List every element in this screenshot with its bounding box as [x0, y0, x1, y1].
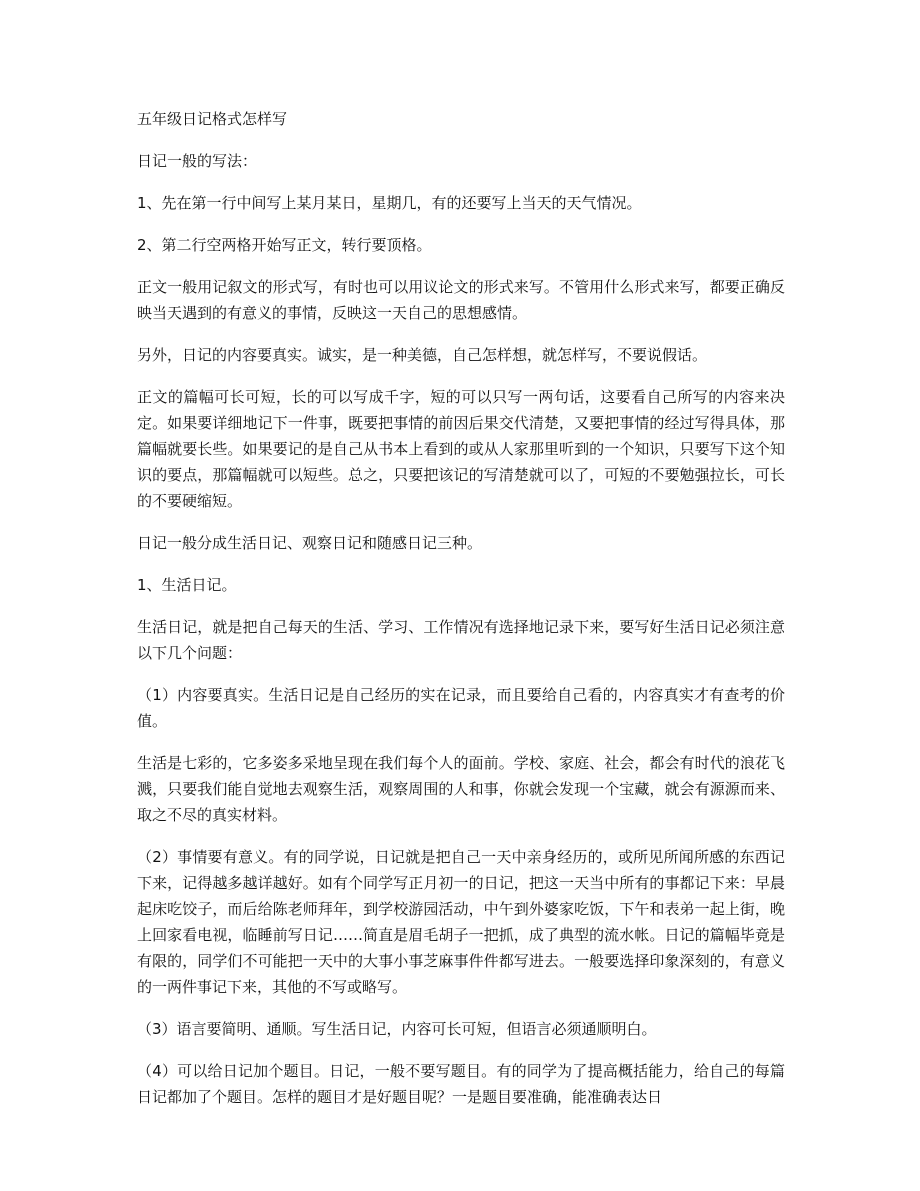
- document-body: [137, 106, 785, 1126]
- document-title: 五年级日记格式怎样写: [137, 110, 288, 128]
- paragraph-body-form: 正文一般用记叙文的形式写，有时也可以用议论文的形式来写。不管用什么形式来写，都要正确反映当天遇到的有意义的事情，反映这一天自己的思想感情。: [137, 278, 785, 322]
- paragraph-point-3-language: （3）语言要简明、通顺。写生活日记，内容可长可短，但语言必须通顺明白。: [137, 1020, 657, 1038]
- paragraph-step-2-indent: 2、第二行空两格开始写正文，转行要顶格。: [137, 236, 432, 254]
- paragraph-diary-types: 日记一般分成生活日记、观察日记和随感日记三种。: [137, 534, 483, 552]
- paragraph-life-diary-intro: 生活日记，就是把自己每天的生活、学习、工作情况有选择地记录下来，要写好生活日记必须注意以下几个问题：: [137, 618, 785, 662]
- paragraph-diary-general-method: 日记一般的写法：: [137, 152, 258, 170]
- paragraph-step-1-date-line: 1、先在第一行中间写上某月某日，星期几，有的还要写上当天的天气情况。: [137, 194, 642, 212]
- paragraph-length: 正文的篇幅可长可短，长的可以写成千字，短的可以只写一两句话，这要看自己所写的内容来决定。如果要详细地记下一件事，既要把事情的前因后果交代清楚，又要把事情的经过写得具体，那篇幅就要长些。如果要记的是自己从书本上看到的或从人家那里听到的一个知识，只要写下这个知识的要点，那篇幅就可以短些。总之，只要把该记的写清楚就可以了，可短的不要勉强拉长，可长的不要硬缩短。: [137, 388, 785, 510]
- paragraph-point-2-meaningful: （2）事情要有意义。有的同学说，日记就是把自己一天中亲身经历的，或所见所闻所感的东西记下来，记得越多越详越好。如有个同学写正月初一的日记，把这一天当中所有的事都记下来：早晨起床吃饺子，而后给陈老师拜年，到学校游园活动，中午到外婆家吃饭，下午和表弟一起上街，晚上回家看电视，临睡前写日记……简直是眉毛胡子一把抓，成了典型的流水帐。日记的篇幅毕竟是有限的，同学们不可能把一天中的大事小事芝麻事件件都写进去。一般要选择印象深刻的，有意义的一两件事记下来，其他的不写或略写。: [137, 848, 785, 996]
- paragraph-truthful-content: 另外，日记的内容要真实。诚实，是一种美德，自己怎样想，就怎样写，不要说假话。: [137, 346, 708, 364]
- paragraph-colorful-life: 生活是七彩的，它多姿多采地呈现在我们每个人的面前。学校、家庭、社会，都会有时代的浪花飞溅，只要我们能自觉地去观察生活，观察周围的人和事，你就会发现一个宝藏，就会有源源而来、取之不尽的真实材料。: [137, 754, 785, 824]
- paragraph-point-4-title: （4）可以给日记加个题目。日记，一般不要写题目。有的同学为了提高概括能力，给自己的每篇日记都加了个题目。怎样的题目才是好题目呢？一是题目要准确，能准确表达日: [137, 1062, 785, 1106]
- paragraph-point-1-real-content: （1）内容要真实。生活日记是自己经历的实在记录，而且要给自己看的，内容真实才有查考的价值。: [137, 686, 785, 730]
- heading-life-diary: 1、生活日记。: [137, 576, 237, 594]
